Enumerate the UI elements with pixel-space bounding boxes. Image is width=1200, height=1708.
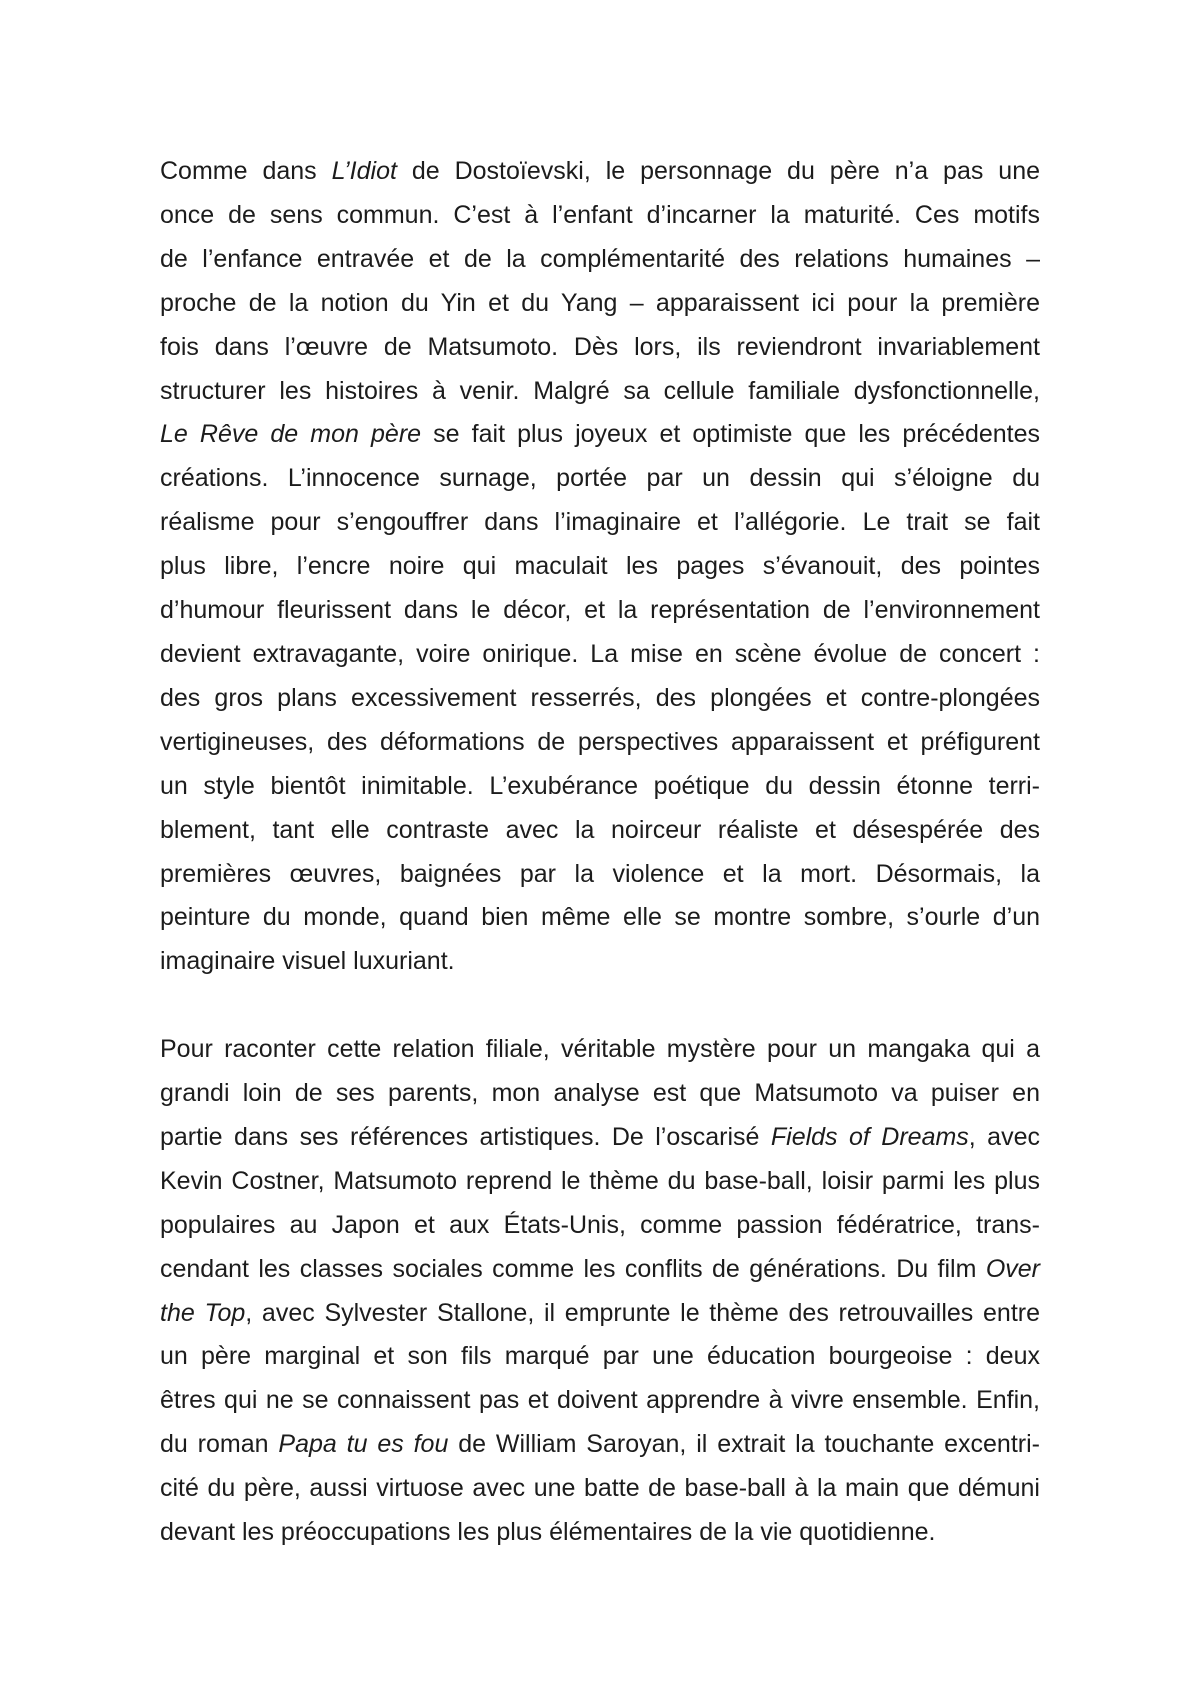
text-line bbox=[160, 633, 1040, 677]
paragraph-1 bbox=[160, 150, 1040, 984]
text-run: peinture du monde, quand bien même elle se montre sombre, s’ourle d’un bbox=[160, 903, 1040, 932]
text-line bbox=[160, 1379, 1040, 1423]
text-run: grandi loin de ses parents, mon analyse est que Matsumoto va puiser en bbox=[160, 1079, 1040, 1108]
text-line bbox=[160, 765, 1040, 809]
text-line bbox=[160, 1204, 1040, 1248]
text-run: Pour raconter cette relation filiale, véritable mystère pour un mangaka qui a bbox=[160, 1035, 1040, 1064]
text-run: imaginaire visuel luxuriant. bbox=[160, 947, 455, 976]
text-run: d’humour fleurissent dans le décor, et la représentation de l’environnement bbox=[160, 596, 1040, 625]
text-line bbox=[160, 326, 1040, 370]
body-text bbox=[160, 150, 1040, 1555]
text-run: créations. L’innocence surnage, portée par un dessin qui s’éloigne du bbox=[160, 464, 1040, 493]
text-run: réalisme pour s’engouffrer dans l’imaginaire et l’allégorie. Le trait se fait bbox=[160, 508, 1040, 537]
text-line bbox=[160, 150, 1040, 194]
text-run: un père marginal et son fils marqué par une éducation bourgeoise : deux bbox=[160, 1342, 1040, 1371]
text-run: de Dostoïevski, le personnage du père n’a pas une bbox=[396, 157, 1040, 185]
text-line bbox=[160, 1160, 1040, 1204]
text-run: devient extravagante, voire onirique. La mise en scène évolue de concert : bbox=[160, 639, 1040, 668]
italic-title: Papa tu es fou bbox=[278, 1430, 449, 1459]
italic-title: Over bbox=[985, 1254, 1040, 1283]
italic-title: Le Rêve de mon père bbox=[160, 420, 422, 449]
text-line bbox=[160, 282, 1040, 326]
text-run: de l’enfance entravée et de la complémentarité des relations humaines – bbox=[160, 244, 1040, 273]
text-run: blement, tant elle contraste avec la noirceur réaliste et désespérée des bbox=[160, 815, 1040, 844]
text-run: once de sens commun. C’est à l’enfant d’incarner la maturité. Ces motifs bbox=[160, 200, 1040, 229]
text-line bbox=[160, 1116, 1040, 1160]
text-run: , avec bbox=[968, 1122, 1040, 1151]
italic-title: Fields of Dreams bbox=[770, 1122, 969, 1151]
text-line bbox=[160, 677, 1040, 721]
text-run: premières œuvres, baignées par la violence et la mort. Désormais, la bbox=[160, 859, 1040, 888]
text-run: se fait plus joyeux et optimiste que les précédentes bbox=[421, 420, 1041, 449]
text-run: cité du père, aussi virtuose avec une batte de base-ball à la main que démuni bbox=[160, 1474, 1040, 1503]
text-run: Comme dans bbox=[160, 157, 332, 185]
text-run: partie dans ses références artistiques. De l’oscarisé bbox=[160, 1122, 771, 1151]
text-run: devant les préoccupations les plus élémentaires de la vie quotidienne. bbox=[160, 1518, 936, 1547]
text-run: proche de la notion du Yin et du Yang – apparaissent ici pour la première bbox=[160, 288, 1040, 317]
text-line bbox=[160, 1467, 1040, 1511]
text-run: populaires au Japon et aux États-Unis, comme passion fédératrice, trans- bbox=[160, 1210, 1040, 1239]
text-line bbox=[160, 940, 1040, 984]
text-line bbox=[160, 1511, 1040, 1555]
text-line bbox=[160, 853, 1040, 897]
text-line bbox=[160, 589, 1040, 633]
text-run: du roman bbox=[160, 1430, 279, 1459]
text-run: fois dans l’œuvre de Matsumoto. Dès lors, ils reviendront invariablement bbox=[160, 332, 1040, 361]
text-line bbox=[160, 545, 1040, 589]
text-run: de William Saroyan, il extrait la touchante excentri- bbox=[448, 1430, 1040, 1459]
text-run: cendant les classes sociales comme les conflits de générations. Du film bbox=[160, 1254, 986, 1283]
text-run: structurer les histoires à venir. Malgré sa cellule familiale dysfonctionnelle, bbox=[160, 376, 1040, 405]
text-line bbox=[160, 1028, 1040, 1072]
text-line bbox=[160, 457, 1040, 501]
text-line bbox=[160, 721, 1040, 765]
text-line bbox=[160, 1335, 1040, 1379]
text-line bbox=[160, 238, 1040, 282]
text-line bbox=[160, 1248, 1040, 1292]
text-line bbox=[160, 501, 1040, 545]
text-run: Kevin Costner, Matsumoto reprend le thème du base-ball, loisir parmi les plus bbox=[160, 1166, 1040, 1195]
text-line bbox=[160, 1072, 1040, 1116]
text-run: un style bientôt inimitable. L’exubérance poétique du dessin étonne terri- bbox=[160, 771, 1040, 800]
italic-title: L’Idiot bbox=[331, 157, 397, 185]
paragraph-2 bbox=[160, 1028, 1040, 1555]
text-run: des gros plans excessivement resserrés, des plongées et contre-plongées bbox=[160, 683, 1040, 712]
text-line bbox=[160, 1423, 1040, 1467]
text-line bbox=[160, 413, 1040, 457]
text-run: plus libre, l’encre noire qui maculait les pages s’évanouit, des pointes bbox=[160, 552, 1040, 581]
text-line bbox=[160, 1292, 1040, 1336]
text-line bbox=[160, 194, 1040, 238]
text-line bbox=[160, 809, 1040, 853]
italic-title: the Top bbox=[160, 1298, 246, 1327]
text-run: vertigineuses, des déformations de perspectives apparaissent et préfigurent bbox=[160, 727, 1040, 756]
text-run: , avec Sylvester Stallone, il emprunte le thème des retrouvailles entre bbox=[245, 1298, 1041, 1327]
text-run: êtres qui ne se connaissent pas et doivent apprendre à vivre ensemble. Enfin, bbox=[160, 1386, 1040, 1415]
text-line bbox=[160, 896, 1040, 940]
text-line bbox=[160, 370, 1040, 414]
